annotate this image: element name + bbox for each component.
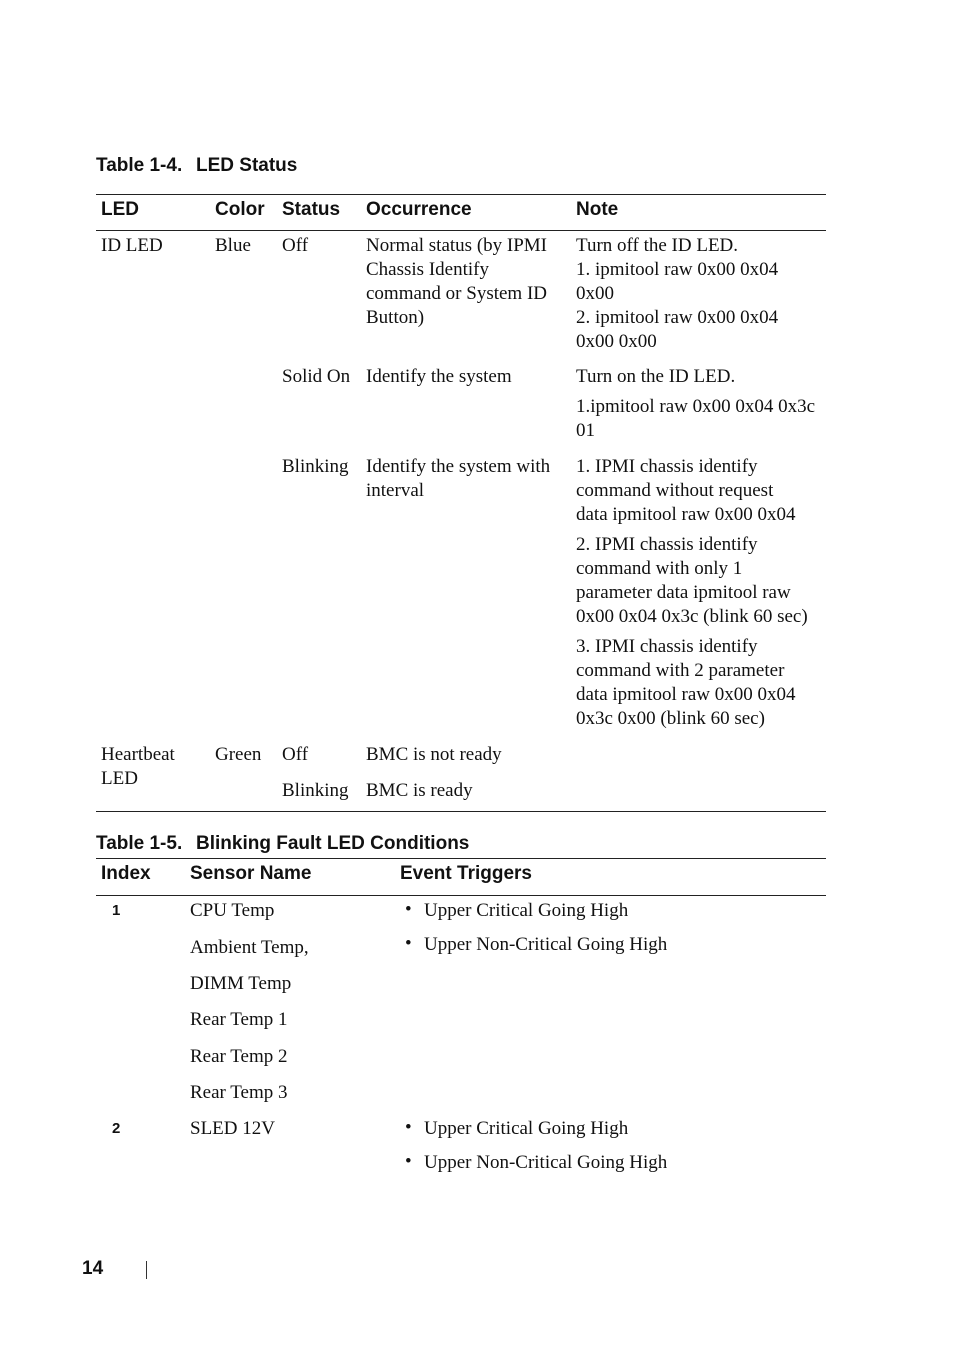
heartbeat-status-off: Off [282, 744, 309, 765]
heartbeat-occurrence-off: BMC is not ready [366, 744, 502, 765]
note-line: 1.ipmitool raw 0x00 0x04 0x3c [576, 396, 816, 417]
status-blinking: Blinking [282, 456, 349, 477]
table-4-header-occurrence: Occurrence [366, 199, 472, 220]
heartbeat-occurrence-blinking: BMC is ready [366, 780, 473, 801]
note-line: command with 2 parameter [576, 660, 785, 681]
led-name-line: LED [101, 768, 138, 789]
sensor-name: SLED 12V [190, 1118, 275, 1139]
bullet-icon: • [405, 899, 412, 920]
note-line: 0x00 [576, 283, 614, 304]
occurrence-line: Normal status (by IPMI [366, 235, 548, 256]
table-4-header-note: Note [576, 199, 619, 220]
occurrence-line: Button) [366, 307, 425, 328]
footer-divider [146, 1261, 147, 1279]
note-line: parameter data ipmitool raw [576, 582, 791, 603]
table-4-header-led: LED [101, 199, 139, 220]
note-line: 3. IPMI chassis identify [576, 636, 758, 657]
table-5-caption-title: Blinking Fault LED Conditions [196, 833, 470, 854]
status-off: Off [282, 235, 309, 256]
event-trigger: Upper Non-Critical Going High [424, 1152, 668, 1173]
note-line: 0x3c 0x00 (blink 60 sec) [576, 708, 765, 729]
note-line: 1. IPMI chassis identify [576, 456, 758, 477]
heartbeat-status-blinking: Blinking [282, 780, 349, 801]
table-5-header-event-triggers: Event Triggers [400, 863, 532, 884]
sensor-name: CPU Temp [190, 900, 275, 921]
note-blinking-1 [576, 455, 796, 527]
led-name: ID LED [101, 235, 163, 256]
bullet-icon: • [405, 933, 412, 954]
occurrence-blinking [366, 455, 550, 503]
sensor-name: DIMM Temp [190, 973, 292, 994]
note-line: 2. IPMI chassis identify [576, 534, 758, 555]
occurrence-line: Chassis Identify [366, 259, 489, 280]
index-cell: 1 [112, 902, 121, 919]
bullet-icon: • [405, 1117, 412, 1138]
note-solid-on-1: Turn on the ID LED. [576, 366, 736, 387]
heartbeat-led-color: Green [215, 744, 262, 765]
note-line: 0x00 0x04 0x3c (blink 60 sec) [576, 606, 808, 627]
table-4-top-rule [96, 194, 826, 195]
status-solid-on: Solid On [282, 366, 351, 387]
sensor-name: Rear Temp 3 [190, 1082, 288, 1103]
table-4-header-status: Status [282, 199, 341, 220]
page-number: 14 [82, 1258, 104, 1279]
note-line: Turn off the ID LED. [576, 235, 739, 256]
table-5-header-index: Index [101, 863, 151, 884]
note-blinking-2 [576, 533, 808, 629]
occurrence-line: Identify the system with [366, 456, 551, 477]
sensor-name: Ambient Temp, [190, 937, 309, 958]
table-5-header-sensor-name: Sensor Name [190, 863, 312, 884]
event-trigger: Upper Critical Going High [424, 900, 629, 921]
table-5-top-rule [96, 858, 826, 859]
sensor-name: Rear Temp 1 [190, 1009, 288, 1030]
bullet-icon: • [405, 1151, 412, 1172]
table-4-caption-title: LED Status [196, 155, 298, 176]
note-line: 1. ipmitool raw 0x00 0x04 [576, 259, 779, 280]
note-blinking-3 [576, 635, 796, 731]
note-line: data ipmitool raw 0x00 0x04 [576, 504, 796, 525]
note-line: 0x00 0x00 [576, 331, 657, 352]
note-solid-on-2 [576, 395, 815, 443]
table-4-caption-number: Table 1-4. [96, 155, 183, 176]
index-cell: 2 [112, 1120, 121, 1137]
led-color: Blue [215, 235, 251, 256]
table-4-bottom-rule [96, 811, 826, 812]
table-4-header-color: Color [215, 199, 265, 220]
note-line: command with only 1 [576, 558, 743, 579]
occurrence-off [366, 234, 547, 330]
table-5-caption-number: Table 1-5. [96, 833, 183, 854]
event-trigger: Upper Non-Critical Going High [424, 934, 668, 955]
event-trigger: Upper Critical Going High [424, 1118, 629, 1139]
note-line: 2. ipmitool raw 0x00 0x04 [576, 307, 779, 328]
heartbeat-led-name [101, 743, 175, 791]
led-name-line: Heartbeat [101, 744, 175, 765]
table-4-header-rule [96, 230, 826, 231]
note-off [576, 234, 778, 354]
sensor-name: Rear Temp 2 [190, 1046, 288, 1067]
occurrence-line: command or System ID [366, 283, 548, 304]
note-line: data ipmitool raw 0x00 0x04 [576, 684, 796, 705]
table-5-header-rule [96, 895, 826, 896]
occurrence-line: interval [366, 480, 425, 501]
note-line: command without request [576, 480, 774, 501]
note-line: 01 [576, 420, 595, 441]
occurrence-solid-on: Identify the system [366, 366, 512, 387]
